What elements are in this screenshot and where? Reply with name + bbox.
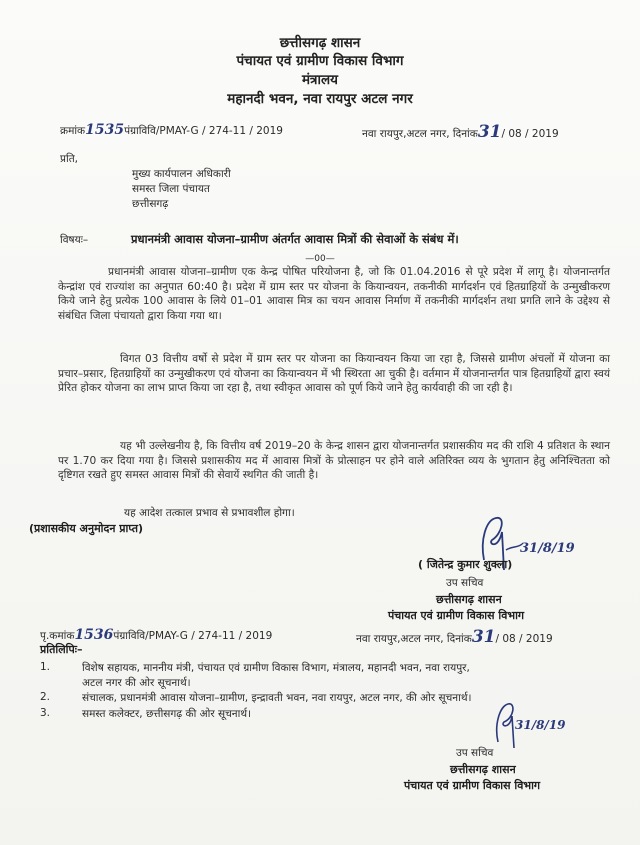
signatory-2-dept: पंचायत एवं ग्रामीण विकास विभाग <box>404 779 541 792</box>
paragraph-4: यह आदेश तत्काल प्रभाव से प्रभावशील होगा। <box>124 507 295 519</box>
date-day-handwritten-2: 31 <box>471 627 496 647</box>
paragraph-3: यह भी उल्लेखनीय है, कि वित्तीय वर्ष 2019–20 के केन्द्र शासन द्वारा योजनान्तर्गत प्रशासकीय मद की राशि 4 प्रतिशत के स्थान पर 1.70 कर दिया गया है। जिससे प्रशासकीय मद में आवास मित्रों के प्रोत्साहन पर होने वाले अतिरिक्त व्यय के भुगतान हेतु अनिश्चितता को दृष्टिगत रखते हुए समस्त आवास मित्रों की सेवायें स्थगित की जाती है। <box>58 440 610 481</box>
ref-line-2 <box>40 627 272 643</box>
date-day-handwritten: 31 <box>477 122 502 142</box>
copy-item-2-line1: संचालक, प्रधानमंत्री आवास योजना–ग्रामीण, इन्द्रावती भवन, नवा रायपुर, अटल नगर, की ओर सूचनार्थ। <box>82 692 472 704</box>
signatory-2-govt: छत्तीसगढ़ शासन <box>450 763 516 776</box>
subject-text: प्रधानमंत्री आवास योजना–ग्रामीण अंतर्गत आवास मित्रों की सेवाओं के संबंध में। <box>131 232 459 246</box>
ref-dept: पंग्राविवि <box>124 125 156 137</box>
signature-2-date: 31/8/19 <box>515 718 566 732</box>
place-date-label: नवा रायपुर,अटल नगर, दिनांक <box>362 128 478 140</box>
ref-label: क्रमांक <box>60 125 86 137</box>
copy-item-3-num: 3. <box>40 707 51 719</box>
paragraph-1: प्रधानमंत्री आवास योजना–ग्रामीण एक केन्द्र पोषित परियोजना है, जो कि 01.04.2016 से पूरे प्रदेश में लागू है। योजनान्तर्गत केन्द्रांश एवं राज्यांश का अनुपात 60:40 है। प्रदेश में ग्राम स्तर पर योजना के कियान्वयन, तकनीकी मार्गदर्शन एवं हितग्राहियों के उन्मुखीकरण किये जाने हेतु प्रत्येक 100 आवास के लिये 01–01 आवास मित्र का चयन आवास निर्माण में तकनीकी मार्गदर्शन तथा प्रगति लाने के उद्देश्य से संबंधित जिला पंचायतो द्वारा किया गया था। <box>58 266 610 322</box>
ref-date-1 <box>362 122 559 142</box>
signatory-2-title: उप सचिव <box>456 747 494 759</box>
signature-1-date: 31/8/19 <box>520 541 575 556</box>
copy-item-1-num: 1. <box>40 661 51 673</box>
place-date-label-2: नवा रायपुर,अटल नगर, दिनांक <box>356 633 472 645</box>
copy-item-3-line1: समस्त कलेक्टर, छत्तीसगढ़ की ओर सूचनार्थ। <box>82 708 252 720</box>
ref-line-1 <box>60 122 283 138</box>
ref2-label: पृ.कमांक <box>40 630 75 642</box>
copies-label: प्रतिलिपिः– <box>40 643 83 656</box>
date-month-year: / 08 / 2019 <box>501 128 559 140</box>
copy-item-1-line2: अटल नगर की ओर सूचनार्थ। <box>82 677 191 689</box>
copy-item-1-line1: विशेष सहायक, माननीय मंत्री, पंचायत एवं ग्रामीण विकास विभाग, मंत्रालय, महानदी भवन, नवा रायपुर, <box>82 662 470 674</box>
to-zila: समस्त जिला पंचायत <box>132 183 210 195</box>
ref-number-handwritten: 1535 <box>85 122 125 138</box>
header-address: महानदी भवन, नवा रायपुर अटल नगर <box>227 91 413 107</box>
separator: —00— <box>305 254 335 264</box>
subject-label: विषयः– <box>60 234 89 246</box>
to-label: प्रति, <box>60 153 79 165</box>
copy-item-2-num: 2. <box>40 691 51 703</box>
header-govt: छत्तीसगढ़ शासन <box>279 35 361 51</box>
date-month-year-2: / 08 / 2019 <box>495 633 553 645</box>
header-dept: पंचायत एवं ग्रामीण विकास विभाग <box>236 53 404 69</box>
ref2-dept: पंग्राविवि <box>113 630 146 642</box>
ref-date-2 <box>356 627 553 647</box>
signatory-govt: छत्तीसगढ़ शासन <box>436 593 502 606</box>
ref2-number-handwritten: 1536 <box>74 627 114 643</box>
ref2-code: /PMAY-G / 274-11 / 2019 <box>145 630 273 642</box>
to-state: छत्तीसगढ़ <box>132 198 169 210</box>
signatory-dept: पंचायत एवं ग्रामीण विकास विभाग <box>388 609 525 622</box>
paragraph-2: विगत 03 वित्तीय वर्षो से प्रदेश में ग्राम स्तर पर योजना का कियान्वयन किया जा रहा है, जिससे ग्रामीण अंचलों में योजना का प्रचार–प्रसार, हितग्राहियों का उन्मुखीकरण एवं योजना का कियान्वयन में भी स्थिरता आ चुकी है। वर्तमान में योजनान्तर्गत पात्र हितग्राहियों द्वारा स्वयं प्रेरित होकर योजना का लाभ प्राप्त किया जा रहा है, तथा स्वीकृत आवास को पूर्ण किये जाने हेतु कार्यवाही की जा रही है। <box>58 353 610 394</box>
signatory-title: उप सचिव <box>446 577 484 589</box>
approval-note: (प्रशासकीय अनुमोदन प्राप्त) <box>29 522 144 535</box>
to-officer: मुख्य कार्यपालन अधिकारी <box>132 168 231 180</box>
header-ministry: मंत्रालय <box>301 72 338 88</box>
ref-code: /PMAY-G / 274-11 / 2019 <box>155 125 283 137</box>
signatory-name: ( जितेन्द्र कुमार शुक्ला) <box>418 558 513 571</box>
